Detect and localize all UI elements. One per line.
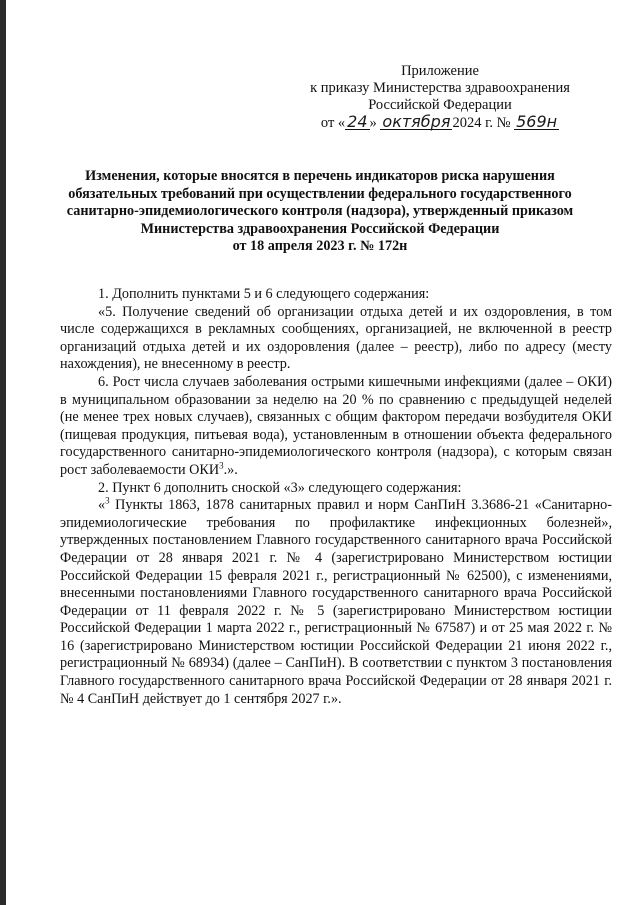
- paragraph-4: 2. Пункт 6 дополнить сноской «3» следующего содержания:: [98, 479, 462, 496]
- appendix-header: [300, 63, 580, 131]
- appendix-label: Приложение: [401, 63, 479, 79]
- footnote-mark-3: 3: [105, 495, 110, 506]
- paragraph-3-end: .».: [223, 461, 238, 478]
- title-line-4: Министерства здравоохранения Российской Федерации: [140, 220, 500, 237]
- paragraph-2: «5. Получение сведений об организации отдыха детей и их оздоровления, в том числе содержащихся в рекламных сообщениях, организацией, не включенной в реестр организаций отдыха детей и их оздоровления (далее – реестр), либо по адресу (месту нахождения), не внесенному в реестр.: [60, 303, 612, 373]
- paragraph-1: 1. Дополнить пунктами 5 и 6 следующего содержания:: [98, 286, 430, 302]
- paragraph-3: [60, 374, 612, 480]
- title-line-3: санитарно-эпидемиологического контроля (надзора), утвержденный приказом: [66, 203, 574, 220]
- title-line-1: Изменения, которые вносятся в перечень индикаторов риска нарушения: [85, 168, 555, 184]
- document-title: [60, 168, 580, 256]
- date-day-handwritten: 24: [347, 112, 368, 131]
- paragraph-3-text: 6. Рост числа случаев заболевания острыми кишечными инфекциями (далее – ОКИ) в муниципальном образовании за неделю на 20 % по сравнению с предыдущей неделей (не менее трех новых случаев), связанных с общим фактором передачи возбудителя ОКИ (пищевая продукция, питьевая вода), установленным в отношении объекта федерального государственного санитарно-эпидемиологического контроля (надзора), с которым связан рост заболеваемости ОКИ: [60, 373, 612, 478]
- title-line-5: от 18 апреля 2023 г. № 172н: [232, 238, 408, 255]
- document-body: [60, 286, 612, 708]
- footnote-ref-3: 3: [219, 460, 224, 471]
- footnote-paragraph: [60, 497, 612, 708]
- title-line-2: обязательных требований при осуществлении федерального государственного: [68, 185, 572, 202]
- appendix-order-ref: к приказу Министерства здравоохранения: [310, 80, 570, 96]
- order-number-handwritten: 569н: [516, 112, 558, 131]
- footnote-text: Пункты 1863, 1878 санитарных правил и норм СанПиН 3.3686-21 «Санитарно-эпидемиологические требования по профилактике инфекционных болезней», утвержденных постановлением Главного государственного санитарного врача Российской Федерации от 28 января 2021 г. № 4 (зарегистрировано Министерством юстиции Российской Федерации 15 февраля 2021 г., регистрационный № 62500), с изменениями, внесенными постановлениями Главного государственного санитарного врача Российской Федерации от 11 февраля 2022 г. № 5 (зарегистрировано Министерством юстиции Российской Федерации 1 марта 2022 г., регистрационный № 67587) и от 25 мая 2022 г. № 16 (зарегистрировано Министерством юстиции Российской Федерации 21 июня 2022 г., регистрационный № 68934) (далее – СанПиН). В соответствии с пунктом 3 постановления Главного государственного санитарного врача Российской Федерации от 28 января 2021 г. № 4 СанПиН действует до 1 сентября 2027 г.».: [60, 497, 612, 707]
- appendix-country: Российской Федерации: [368, 97, 512, 113]
- date-year: 2024 г. №: [452, 115, 511, 131]
- date-month-handwritten: октября: [382, 112, 451, 131]
- date-prefix: от «: [320, 115, 346, 131]
- order-date-line: [290, 114, 590, 132]
- footnote-open-quote: «: [98, 497, 106, 514]
- date-mid: »: [369, 115, 377, 131]
- scan-edge: [0, 0, 6, 905]
